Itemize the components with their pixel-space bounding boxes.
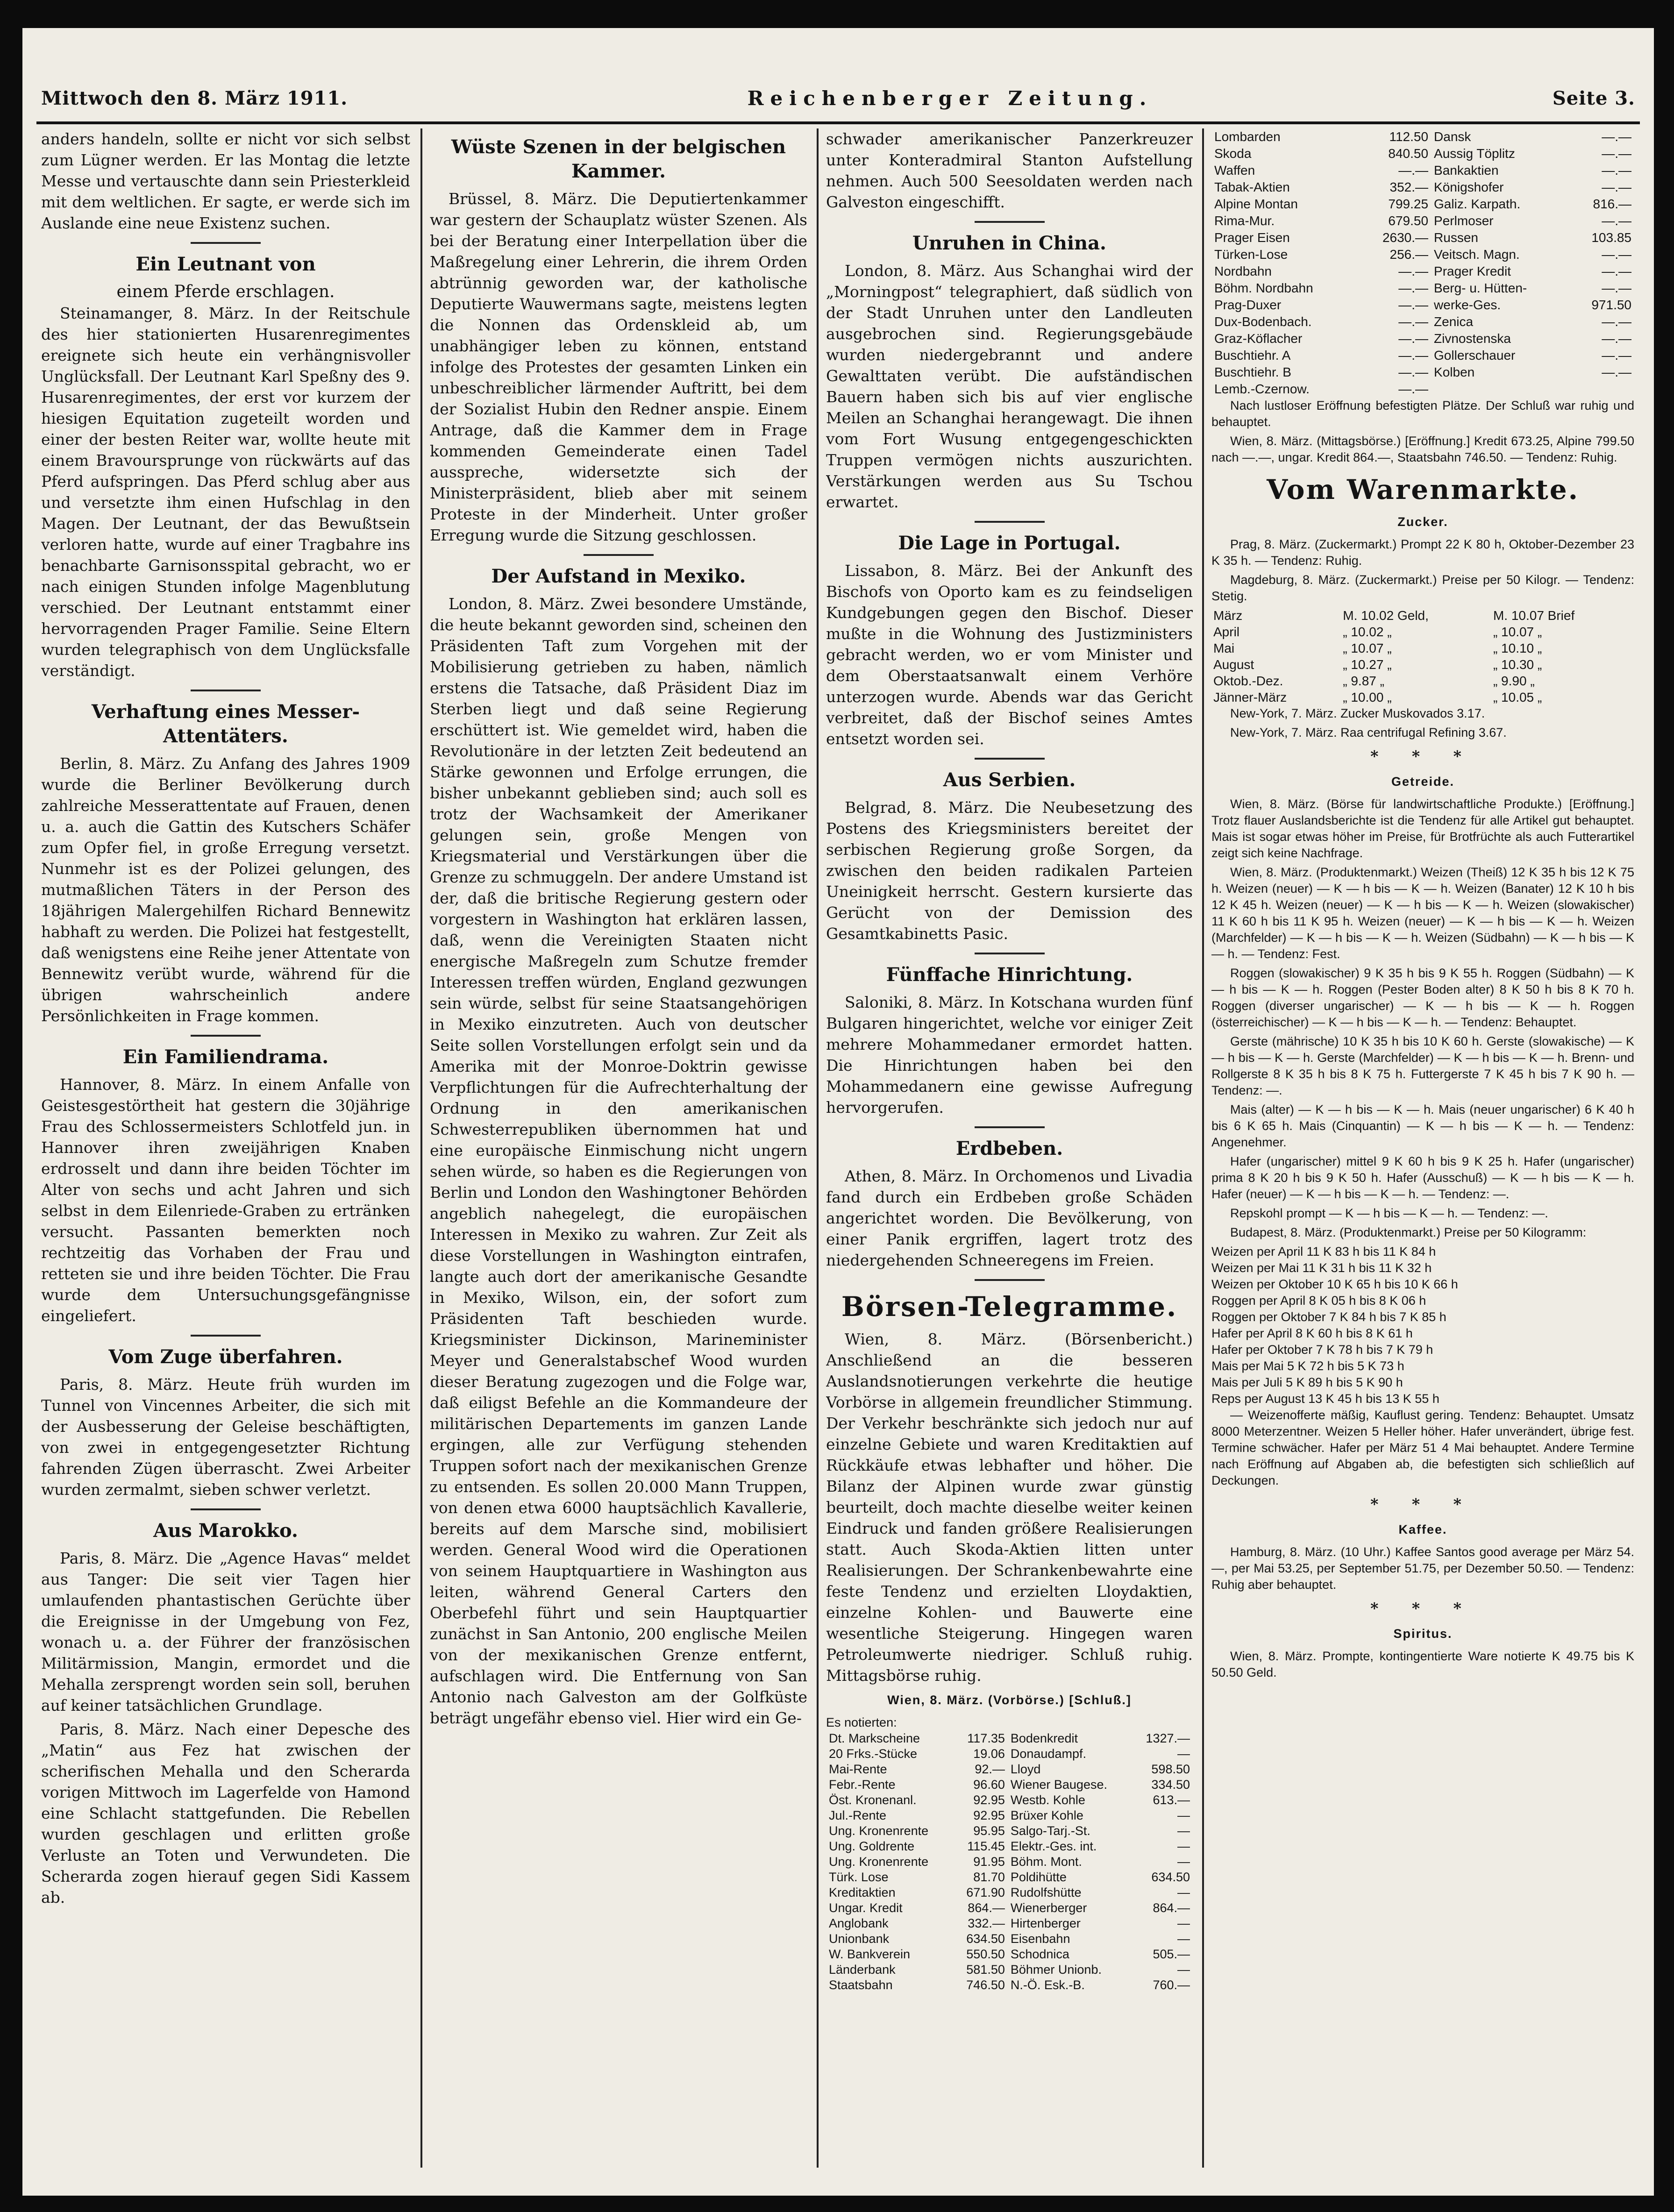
section-stars: * * * <box>1370 1599 1475 1617</box>
table-cell: 92.— <box>975 1762 1005 1776</box>
subsection-headline: Spiritus. <box>1393 1627 1453 1641</box>
table-cell: Jul.-Rente <box>829 1808 887 1822</box>
table-cell: —.— <box>1398 281 1429 295</box>
table-row <box>826 1916 1193 1931</box>
article-separator <box>975 1126 1045 1128</box>
table-cell: 799.25 <box>1388 197 1429 211</box>
table-row <box>826 1931 1193 1947</box>
table-row <box>1211 656 1634 673</box>
table-cell: Bodenkredit <box>1010 1731 1078 1745</box>
table-cell: Brüxer Kohle <box>1010 1808 1083 1822</box>
table-cell: Mai-Rente <box>829 1762 887 1776</box>
table-cell: 634.50 <box>1151 1870 1190 1884</box>
table-cell: Galiz. Karpath. <box>1434 197 1521 211</box>
table-cell: „ 10.10 „ <box>1493 641 1542 655</box>
table-cell: 760.— <box>1153 1978 1190 1992</box>
market-report: Repskohl prompt — K — h bis — K — h. — Tendenz: —. <box>1230 1206 1548 1220</box>
table-cell: — <box>1177 1855 1190 1869</box>
table-cell: 598.50 <box>1151 1762 1190 1776</box>
subsection-headline: Zucker. <box>1397 515 1448 529</box>
table-cell: März <box>1213 608 1243 623</box>
table-row <box>1211 128 1634 145</box>
table-cell: Gollerschauer <box>1434 348 1516 363</box>
table-cell: 679.50 <box>1388 213 1429 228</box>
table-row <box>826 1839 1193 1854</box>
article-separator <box>975 1279 1045 1281</box>
table-cell: Ung. Goldrente <box>829 1839 915 1853</box>
article-body: Lissabon, 8. März. Bei der Ankunft des Bischofs von Oporto kam es zu feindseligen Kundgebungen gegen den Bischof. Dieser mußte in die Wohnung des Justizministers gebracht werden, wo er vom Minister und dem Oberstaatsanwalt einem Verhöre unterzogen wurde. Abends war das Gericht verbreitet, daß der Bischof seines Amtes entsetzt worden sei. <box>826 562 1193 748</box>
table-cell: „ 10.30 „ <box>1493 657 1542 672</box>
article-body: Saloniki, 8. März. In Kotschana wurden fünf Bulgaren hingerichtet, welche vor einiger Zeit mehrere Mohammedaner ermordet hatten. Die Hinrichtungen haben bei den Mohammedanern eine gewisse Aufregung hervorgerufen. <box>826 993 1193 1117</box>
table-cell: 117.35 <box>967 1731 1005 1745</box>
article-body: Hannover, 8. März. In einem Anfalle von Geistesgestörtheit hat gestern die 30jährige Frau des Schlossermeisters Schlotfeld jun. in Hannover ihren zweijährigen Knaben erdrosselt und dann ihre beiden Töchter im Alter von sechs und acht Jahren und sich selbst in dem Eilenriede-Graben zu ertränken versucht. Passanten bemerkten noch rechtzeitig das Vorhaben der Frau und retteten sie und ihre beiden Töchter. Die Frau wurde dem Untersuchungsgefängnisse eingeliefert. <box>41 1075 410 1325</box>
table-cell: 332.— <box>968 1916 1005 1930</box>
table-cell: 971.50 <box>1591 298 1631 312</box>
table-cell: 550.50 <box>966 1947 1005 1961</box>
table-cell: „ 10.07 „ <box>1493 625 1542 639</box>
table-cell: Rudolfshütte <box>1010 1885 1082 1899</box>
table-cell: Rima-Mur. <box>1214 213 1275 228</box>
subsection-headline: Getreide. <box>1391 775 1455 789</box>
table-row <box>1211 673 1634 689</box>
table-cell: Dux-Bodenbach. <box>1214 314 1312 329</box>
list-item: Roggen per Oktober 7 K 84 h bis 7 K 85 h <box>1211 1310 1446 1324</box>
table-cell: Öst. Kronenanl. <box>829 1793 917 1807</box>
table-cell: Aussig Töplitz <box>1434 146 1515 161</box>
market-report: Wien, 8. März. (Börse für landwirtschaftliche Produkte.) [Eröffnung.] Trotz flauer Auslandsberichte ist die Tendenz für alle Artikel gut behauptet. Mais ist sogar etwas höher im Preise, für Brotfrüchte als auch Futterartikel zeigt sich keine Nachfrage. <box>1211 797 1634 860</box>
table-cell: 613.— <box>1153 1793 1190 1807</box>
article-separator <box>191 1035 261 1037</box>
table-cell: —.— <box>1602 314 1631 329</box>
table-row <box>1211 263 1634 280</box>
table-row <box>1211 313 1634 330</box>
table-cell: Unionbank <box>829 1932 890 1946</box>
table-row <box>1211 280 1634 297</box>
table-row <box>1211 640 1634 656</box>
table-cell: Donaudampf. <box>1010 1747 1086 1761</box>
table-row <box>826 1777 1193 1792</box>
article-body: Berlin, 8. März. Zu Anfang des Jahres 1909 wurde die Berliner Bevölkerung durch zahlreiche Messerattentate auf Frauen, denen u. a. auch die Gattin des Kutschers Schäfer zum Opfer fiel, in große Erregung versetzt. Nunmehr ist es der Polizei gelungen, des mutmaßlichen Täters in der Person des 18jährigen Malergehilfen Richard Bennewitz habhaft zu werden. Die Polizei hat festgestellt, daß wenigstens eine Reihe jener Attentate von Bennewitz verübt wurde, während für die übrigen wahrscheinlich andere Persönlichkeiten in Frage kommen. <box>41 754 410 1025</box>
table-cell: Länderbank <box>829 1963 896 1977</box>
table-cell: Lemb.-Czernow. <box>1214 382 1310 396</box>
table-cell: Ung. Kronenrente <box>829 1855 929 1869</box>
list-item: Mais per Juli 5 K 89 h bis 5 K 90 h <box>1211 1375 1403 1389</box>
table-cell: 840.50 <box>1388 146 1429 161</box>
market-report: Prag, 8. März. (Zuckermarkt.) Prompt 22 K 80 h, Oktober-Dezember 23 K 35 h. — Tendenz: Ruhig. <box>1211 537 1634 568</box>
article-headline: Vom Zuge überfahren. <box>108 1346 343 1368</box>
column-divider <box>420 128 422 2168</box>
table-cell: „ 10.27 „ <box>1343 657 1392 672</box>
table-cell: Berg- u. Hütten- <box>1434 281 1527 295</box>
table-cell: Türk. Lose <box>829 1870 889 1884</box>
market-report: Hafer (ungarischer) mittel 9 K 60 h bis 9 K 25 h. Hafer (ungarischer) prima 8 K 20 h bis 9 K 50 h. Hafer (Ausschuß) — K — h bis — K — h. Hafer (neuer) — K — h bis — K — h. — Tendenz: —. <box>1211 1154 1634 1201</box>
market-report: Gerste (mährische) 10 K 35 h bis 10 K 60 h. Gerste (slowakische) — K — h bis — K — h. Gerste (Marchfelder) — K — h bis — K — h. Brenn- und Rollgerste 8 K 35 h bis 8 K 75 h. Futtergerste 7 K 45 h bis 7 K 90 h. — Tendenz: —. <box>1211 1034 1634 1097</box>
table-cell: 96.60 <box>973 1778 1005 1792</box>
table-cell: Graz-Köflacher <box>1214 331 1303 346</box>
table-cell: Ungar. Kredit <box>829 1901 903 1915</box>
market-report: Magdeburg, 8. März. (Zuckermarkt.) Preise per 50 Kilogr. — Tendenz: Stetig. <box>1211 573 1634 603</box>
table-cell: 92.95 <box>973 1808 1005 1822</box>
table-cell: 92.95 <box>973 1793 1005 1807</box>
table-cell: August <box>1213 657 1254 672</box>
table-cell: 334.50 <box>1151 1778 1190 1792</box>
table-cell: Buschtiehr. A <box>1214 348 1291 363</box>
table-row <box>826 1823 1193 1839</box>
table-cell: 505.— <box>1153 1947 1190 1961</box>
table-cell: —.— <box>1398 298 1429 312</box>
article-headline: Fünffache Hinrichtung. <box>886 964 1133 986</box>
table-cell: — <box>1177 1747 1190 1761</box>
newspaper-page <box>22 28 1654 2196</box>
table-cell: Westb. Kohle <box>1010 1793 1085 1807</box>
table-cell: M. 10.07 Brief <box>1493 608 1575 623</box>
table-cell: Veitsch. Magn. <box>1434 247 1520 262</box>
article-body: Brüssel, 8. März. Die Deputiertenkammer war gestern der Schauplatz wüster Szenen. Als bei der Beratung einer Interpellation über die Maßregelung einer Lehrerin, die ihrem Orden abtrünnig geworden war, der katholische Deputierte Wauwermans sagte, meistens legten die Nonnen das Ordenskleid ab, um unabhängiger leben zu können, entstand infolge des Protestes der gesamten Linken ein unbeschreiblicher lärmender Auftritt, bei dem der Sozialist Hubin den Redner anspie. Einem Antrage, daß die Kammer dem in Frage kommenden Gemeinderate einen Tadel ausspreche, widersetzte sich der Ministerpräsident, blieb aber mit seinem Proteste in der Minderheit. Unter großer Erregung wurde die Sitzung geschlossen. <box>430 190 807 544</box>
quote-table-title: Wien, 8. März. (Vorbörse.) [Schluß.] <box>887 1693 1132 1707</box>
table-cell: „ 10.07 „ <box>1343 641 1392 655</box>
article-headline: Verhaftung eines Messer-Attentäters. <box>91 701 360 747</box>
table-cell: Dt. Markscheine <box>829 1731 920 1745</box>
article-body: Paris, 8. März. Die „Agence Havas“ meldet aus Tanger: Die seit vier Tagen hier umlaufenden phantastischen Gerüchte über die Ereignisse in der Umgebung von Fez, wonach u. a. der Führer der französischen Militärmission, Mangin, ermordet und die Mehalla zersprengt worden sein soll, beruhen auf keiner tatsächlichen Grundlage. <box>41 1549 410 1714</box>
table-cell: Bankaktien <box>1434 163 1499 178</box>
table-cell: 1327.— <box>1146 1731 1190 1745</box>
table-cell: 634.50 <box>966 1932 1005 1946</box>
table-cell: —.— <box>1398 348 1429 363</box>
article-headline: Der Aufstand in Mexiko. <box>491 565 746 587</box>
table-cell: Schodnica <box>1010 1947 1069 1961</box>
table-cell: Prager Kredit <box>1434 264 1511 278</box>
market-report: Wien, 8. März. (Mittagsbörse.) [Eröffnung.] Kredit 673.25, Alpine 799.50 nach —.—, ungar. Kredit 864.—, Staatsbahn 746.50. — Tendenz: Ruhig. <box>1211 434 1634 464</box>
table-cell: —.— <box>1398 331 1429 346</box>
table-cell: Königshofer <box>1434 180 1504 194</box>
page-header <box>41 79 1635 117</box>
header-date: Mittwoch den 8. März 1911. <box>41 87 348 109</box>
table-cell: Ung. Kronenrente <box>829 1824 929 1838</box>
table-cell: —.— <box>1602 146 1631 161</box>
table-cell: — <box>1177 1932 1190 1946</box>
article-headline: Wüste Szenen in der belgischen Kammer. <box>451 136 786 182</box>
table-row <box>826 1792 1193 1808</box>
article-separator <box>584 554 654 556</box>
table-row <box>826 1808 1193 1823</box>
list-item: Weizen per Oktober 10 K 65 h bis 10 K 66 h <box>1211 1277 1458 1291</box>
table-cell: W. Bankverein <box>829 1947 911 1961</box>
table-cell: Skoda <box>1214 146 1252 161</box>
table-cell: April <box>1213 625 1240 639</box>
header-newspaper-title: Reichenberger Zeitung. <box>747 86 1153 110</box>
table-row <box>1211 624 1634 640</box>
article-headline: Ein Leutnant von <box>135 253 316 275</box>
table-cell: Eisenbahn <box>1010 1932 1070 1946</box>
list-item: Roggen per April 8 K 05 h bis 8 K 06 h <box>1211 1294 1426 1308</box>
table-row <box>1211 213 1634 229</box>
column-divider <box>817 128 819 2168</box>
table-cell: 91.95 <box>973 1855 1005 1869</box>
table-cell: Türken-Lose <box>1214 247 1288 262</box>
table-cell: Hirtenberger <box>1010 1916 1081 1930</box>
article-body: Paris, 8. März. Heute früh wurden im Tunnel von Vincennes Arbeiter, die sich mit der Ausbesserung der Geleise beschäftigten, von zwei in entgegengesetzter Richtung fahrenden Zügen überrascht. Zwei Arbeiter wurden zermalmt, sieben schwer verletzt. <box>41 1375 410 1499</box>
table-cell: 746.50 <box>966 1978 1005 1992</box>
article-subheadline: einem Pferde erschlagen. <box>116 282 335 301</box>
quote-table-note: Es notierten: <box>826 1715 897 1729</box>
table-cell: —.— <box>1602 281 1631 295</box>
table-row <box>826 1947 1193 1962</box>
table-cell: Waffen <box>1214 163 1255 178</box>
table-cell: Mai <box>1213 641 1235 655</box>
table-cell: —.— <box>1398 264 1429 278</box>
table-row <box>1211 229 1634 246</box>
table-cell: Zivnostenska <box>1434 331 1511 346</box>
header-page-number: Seite 3. <box>1552 87 1635 109</box>
table-cell: Kolben <box>1434 365 1475 379</box>
table-cell: Oktob.-Dez. <box>1213 674 1283 688</box>
table-row <box>1211 364 1634 381</box>
article-separator <box>975 758 1045 760</box>
market-report: Mais (alter) — K — h bis — K — h. Mais (neuer ungarischer) 6 K 40 h bis 6 K 65 h. Mais (Cinquantin) — K — h bis — K — h. — Tendenz: Angenehmer. <box>1211 1102 1634 1149</box>
table-cell: „ 9.90 „ <box>1493 674 1535 688</box>
header-rule <box>36 121 1640 124</box>
article-separator <box>975 221 1045 223</box>
list-item: Weizen per Mai 11 K 31 h bis 11 K 32 h <box>1211 1261 1432 1275</box>
table-cell: Febr.-Rente <box>829 1778 896 1792</box>
table-cell: Russen <box>1434 230 1478 245</box>
article-headline: Aus Marokko. <box>153 1520 298 1542</box>
table-cell: —.— <box>1398 314 1429 329</box>
market-report: Budapest, 8. März. (Produktenmarkt.) Preise per 50 Kilogramm: <box>1230 1225 1587 1239</box>
table-row <box>1211 179 1634 196</box>
table-cell: 864.— <box>968 1901 1005 1915</box>
market-report: Wien, 8. März. Prompte, kontingentierte Ware notierte K 49.75 bis K 50.50 Geld. <box>1211 1649 1634 1679</box>
table-cell: —.— <box>1602 129 1631 144</box>
article-headline: Die Lage in Portugal. <box>898 532 1121 554</box>
table-cell: 19.06 <box>973 1747 1005 1761</box>
section-stars: * * * <box>1370 747 1475 765</box>
column-2 <box>430 128 807 2177</box>
table-cell: Lloyd <box>1010 1762 1041 1776</box>
quote-table <box>826 1731 1193 1993</box>
table-cell: Wienerberger <box>1010 1901 1087 1915</box>
table-row <box>1211 162 1634 179</box>
article-body: London, 8. März. Aus Schanghai wird der „Morningpost“ telegraphiert, daß südlich von der Stadt Unruhen unter den Landleuten ausgebrochen sind. Regierungsgebäude wurden niedergebrannt und andere Gewalttaten verübt. Die aufständischen Bauern haben sich bis auf vier englische Meilen an Schanghai herangewagt. Die ihnen vom Fort Wusung entgegengeschickten Truppen vermögen nichts auszurichten. Verstärkungen werden aus Su Tschou erwartet. <box>826 262 1193 511</box>
table-row <box>826 1900 1193 1916</box>
market-report: New-York, 7. März. Raa centrifugal Refining 3.67. <box>1230 725 1507 740</box>
article-body: Steinamanger, 8. März. In der Reitschule des hier stationierten Husarenregimentes ereignete sich heute ein verhängnisvoller Unglücksfall. Der Leutnant Karl Speßny des 9. Husarenregimentes, der erst vor kurzem der hiesigen Equitation zugeteilt worden und einer der besten Reiter war, wollte heute mit einem Bravoursprunge von rückwärts auf das Pferd aufspringen. Das Pferd schlug aber aus und versetzte ihm einen Hufschlag in den Magen. Der Leutnant, der das Bewußtsein verloren hatte, wurde auf einer Tragbahre ins benachbarte Garnisonsspital gebracht, wo er nach einigen Stunden infolge Magenblutung verschied. Der Leutnant entstammt einer hervorragenden Prager Familie. Seine Eltern wurden telegraphisch von dem Unglücksfalle verständigt. <box>41 304 410 680</box>
article-body: Athen, 8. März. In Orchomenos und Livadia fand durch ein Erdbeben große Schäden angerichtet worden. Die Bevölkerung, von einer Panik ergriffen, lagert trotz des niedergehenden Schneeregens im Freien. <box>826 1167 1193 1269</box>
article-headline: Unruhen in China. <box>912 232 1106 254</box>
article-headline: Ein Familiendrama. <box>122 1046 329 1068</box>
table-cell: M. 10.02 Geld, <box>1343 608 1429 623</box>
table-cell: Böhmer Unionb. <box>1010 1963 1102 1977</box>
table-cell: Prag-Duxer <box>1214 298 1282 312</box>
table-row <box>826 1870 1193 1885</box>
market-report: New-York, 7. März. Zucker Muskovados 3.17. <box>1230 706 1485 720</box>
table-row <box>1211 297 1634 313</box>
table-cell <box>1570 381 1634 398</box>
article-separator <box>191 1508 261 1510</box>
table-cell: —.— <box>1602 247 1631 262</box>
table-cell: Tabak-Aktien <box>1214 180 1290 194</box>
table-cell: 81.70 <box>973 1870 1005 1884</box>
table-cell: „ 10.00 „ <box>1343 690 1392 704</box>
table-row <box>1211 607 1634 624</box>
table-cell: —.— <box>1602 180 1631 194</box>
list-item: Mais per Mai 5 K 72 h bis 5 K 73 h <box>1211 1359 1404 1373</box>
table-row <box>1211 347 1634 364</box>
table-cell: 256.— <box>1389 247 1429 262</box>
sugar-price-table <box>1211 607 1634 705</box>
table-cell: —.— <box>1398 382 1429 396</box>
table-row <box>1211 330 1634 347</box>
article-separator <box>975 953 1045 954</box>
table-row <box>1211 246 1634 263</box>
table-cell: —.— <box>1602 331 1631 346</box>
table-cell: Kreditaktien <box>829 1885 896 1899</box>
table-cell: „ 10.05 „ <box>1493 690 1542 704</box>
article-separator <box>191 242 261 244</box>
budapest-price-list <box>1211 1244 1634 1407</box>
table-row <box>1211 381 1634 398</box>
table-cell: —.— <box>1602 264 1631 278</box>
table-cell: —.— <box>1602 348 1631 363</box>
table-cell: „ 10.02 „ <box>1343 625 1392 639</box>
table-cell: 816.— <box>1593 197 1631 211</box>
table-cell: 352.— <box>1389 180 1429 194</box>
list-item: Hafer per April 8 K 60 h bis 8 K 61 h <box>1211 1326 1413 1340</box>
table-cell: werke-Ges. <box>1434 298 1501 312</box>
table-cell: 864.— <box>1153 1901 1190 1915</box>
table-cell: Jänner-März <box>1213 690 1287 704</box>
table-cell: Alpine Montan <box>1214 197 1298 211</box>
table-row <box>826 1977 1193 1993</box>
article-separator <box>191 690 261 691</box>
table-cell: — <box>1177 1916 1190 1930</box>
table-cell: — <box>1177 1963 1190 1977</box>
table-cell: Buschtiehr. B <box>1214 365 1291 379</box>
table-cell: 2630.— <box>1382 230 1429 245</box>
table-cell: Anglobank <box>829 1916 889 1930</box>
table-cell: — <box>1177 1808 1190 1822</box>
table-cell: Dansk <box>1434 129 1471 144</box>
section-stars: * * * <box>1370 1495 1475 1513</box>
table-row <box>1211 689 1634 705</box>
table-cell: 115.45 <box>967 1839 1005 1853</box>
table-cell <box>1431 381 1570 398</box>
table-row <box>826 1885 1193 1900</box>
column-3 <box>826 128 1193 2177</box>
article-headline: Erdbeben. <box>955 1138 1063 1159</box>
table-cell: 20 Frks.-Stücke <box>829 1747 918 1761</box>
section-headline: Börsen-Telegramme. <box>841 1291 1178 1323</box>
table-cell: Salgo-Tarj.-St. <box>1010 1824 1090 1838</box>
article-separator <box>975 521 1045 523</box>
market-report: — Weizenofferte mäßig, Kauflust gering. Tendenz: Behauptet. Umsatz 8000 Meterzentner. Weizen 5 Heller höher. Hafer unverändert, übrige fest. Termine schwächer. Hafer per März 51 4 Mai behauptet. Andere Termine nach Eröffnung auf Abgaben ab, die befestigten sich schließlich auf Deckungen. <box>1211 1408 1634 1487</box>
market-report: Roggen (slowakischer) 9 K 35 h bis 9 K 55 h. Roggen (Südbahn) — K — h bis — K — h. Roggen (Pester Boden alter) 8 K 50 h bis 8 K 70 h. Roggen (diverser ungarischer) — K — h bis — K — h. Roggen (österreichischer) — K — h bis — K — h. — Tendenz: Behauptet. <box>1211 966 1634 1029</box>
table-cell: Staatsbahn <box>829 1978 893 1992</box>
article-body: Belgrad, 8. März. Die Neubesetzung des Postens des Kriegsministers bereitet der serbischen Regierung große Sorgen, da zwischen den beiden radikalen Parteien Uneinigkeit herrscht. Gestern kursierte das Gerücht von der Demission des Gesamtkabinetts Pasic. <box>826 798 1193 943</box>
list-item: Weizen per April 11 K 83 h bis 11 K 84 h <box>1211 1245 1436 1259</box>
table-cell: Prager Eisen <box>1214 230 1290 245</box>
section-headline: Vom Warenmarkte. <box>1267 474 1579 505</box>
table-row <box>826 1762 1193 1777</box>
table-cell: N.-Ö. Esk.-B. <box>1010 1978 1085 1992</box>
table-cell: 671.90 <box>966 1885 1005 1899</box>
table-cell: 112.50 <box>1389 129 1429 144</box>
column-1 <box>41 128 410 2177</box>
table-cell: —.— <box>1398 365 1429 379</box>
table-cell: — <box>1177 1824 1190 1838</box>
table-cell: —.— <box>1602 365 1631 379</box>
table-cell: 581.50 <box>966 1963 1005 1977</box>
article-body: Wien, 8. März. (Börsenbericht.) Anschließend an die besseren Auslandsnotierungen verkehrte die heutige Vorbörse in allgemein freundlicher Stimmung. Der Verkehr beschränkte sich jedoch nur auf einzelne Gebiete und waren Kreditaktien auf Rückkäufe etwas lebhafter und höher. Die Bilanz der Alpinen wurde zwar günstig beurteilt, doch machte dieselbe weiter keinen Eindruck und fanden größere Realisierungen statt. Auch Skoda-Aktien litten unter Realisierungen. Der Schrankenbewahrte eine feste Tendenz und erzielten Lloydaktien, einzelne Kohlen- und Bauwerte eine wesentliche Steigerung. Hingegen waren Petroleumwerte niedriger. Schluß ruhig. Mittagsbörse ruhig. <box>826 1330 1193 1685</box>
column-4 <box>1211 128 1634 2177</box>
table-cell: Böhm. Mont. <box>1010 1855 1082 1869</box>
table-cell: —.— <box>1602 213 1631 228</box>
table-cell: — <box>1177 1885 1190 1899</box>
quote-table <box>1211 128 1634 398</box>
table-cell: Perlmoser <box>1434 213 1494 228</box>
table-row <box>826 1854 1193 1870</box>
table-cell: 103.85 <box>1591 230 1631 245</box>
table-cell: Elektr.-Ges. int. <box>1010 1839 1097 1853</box>
market-report: Hamburg, 8. März. (10 Uhr.) Kaffee Santos good average per März 54.—, per Mai 53.25, per September 51.75, per Dezember 50.50. — Tendenz: Ruhig aber behauptet. <box>1211 1545 1634 1592</box>
table-row <box>1211 196 1634 213</box>
table-row <box>826 1962 1193 1977</box>
table-row <box>826 1731 1193 1746</box>
table-cell: Poldihütte <box>1010 1870 1067 1884</box>
table-cell: „ 9.87 „ <box>1343 674 1384 688</box>
market-note: Nach lustloser Eröffnung befestigten Plätze. Der Schluß war ruhig und behauptet. <box>1211 398 1634 429</box>
subsection-headline: Kaffee. <box>1398 1522 1447 1536</box>
market-report: Wien, 8. März. (Produktenmarkt.) Weizen (Theiß) 12 K 35 h bis 12 K 75 h. Weizen (neuer) — K — h bis — K — h. Weizen (Banater) 12 K 10 h bis 12 K 45 h. Weizen (neuer) — K — h bis — K — h. Weizen (slowakischer) 11 K 60 h bis 11 K 95 h. Weizen (neuer) — K — h bis — K — h. Weizen (Marchfelder) — K — h bis — K — h. Weizen (Südbahn) — K — h bis — K — h. — Tendenz: Fest. <box>1211 865 1634 961</box>
table-row <box>826 1746 1193 1762</box>
table-row <box>1211 145 1634 162</box>
article-body: Paris, 8. März. Nach einer Depesche des „Matin“ aus Fez hat zwischen der scherifischen Mehalla und den Scherarda vorigen Mittwoch im Lagerfelde von Hamond eine Schlacht stattgefunden. Die Rebellen wurden geschlagen und erlitten große Verluste an Toten und Verwundeten. Die Scherarda zogen hierauf gegen Sidi Kassem ab. <box>41 1720 410 1906</box>
table-cell: Nordbahn <box>1214 264 1272 278</box>
table-cell: Lombarden <box>1214 129 1281 144</box>
list-item: Hafer per Oktober 7 K 78 h bis 7 K 79 h <box>1211 1343 1433 1357</box>
table-cell: 95.95 <box>973 1824 1005 1838</box>
article-body: London, 8. März. Zwei besondere Umstände, die heute bekannt geworden sind, scheinen den Präsidenten Taft zum Vorgehen mit der Mobilisierung getrieben zu haben, nämlich erstens die Tatsache, daß Präsident Diaz im Sterben liegt und daß seine Regierung erschüttert ist. Wie gemeldet wird, haben die Revolutionäre in der letzten Zeit bedeutend an Stärke gewonnen und Erfolge errungen, die bisher unbekannt geblieben sind; auch soll es trotz der Wachsamkeit der Amerikaner gelungen sein, große Mengen von Kriegsmaterial und Verstärkungen über die Grenze zu schmuggeln. Der andere Umstand ist der, daß die britische Regierung gestern oder vorgestern in Washington hat erklären lassen, daß, wenn die Vereinigten Staaten nicht energische Maßregeln zum Schutze fremder Interessen treffen würden, England gezwungen sein würde, selbst für seine Staatsangehörigen in Mexiko einzutreten. Auch von deutscher Seite sollen Vorstellungen erfolgt sein und da Amerika mit der Monroe-Doktrin gewisse Verpflichtungen für die Aufrechterhaltung der Ordnung in den amerikanischen Schwesterrepubliken übernommen hat und eine europäische Einmischung nicht ungern sehen würde, so haben es die Regierungen von Berlin und London den Washingtoner Behörden angeblich nahegelegt, die europäischen Interessen in Mexiko zu wahren. Zur Zeit als diese Vorstellungen in Washington eintrafen, langte auch dort der amerikanische Gesandte in Mexiko, Wilson, ein, der sofort zum Präsidenten Taft beschieden wurde. Kriegsminister Dickinson, Marineminister Meyer und Generalstabschef Wood wurden dieser Beratung zugezogen und die Folge war, daß eiligst Befehle an die Kommandeure der militärischen Departements im ganzen Lande ergingen, alle zur Verfügung stehenden Truppen sofort nach der mexikanischen Grenze zu entsenden. Es sollen 20.000 Mann Truppen, von denen etwa 6000 hauptsächlich Kavallerie, bereits auf dem Marsche sind, mobilisiert werden. General Wood wird die Operationen von seinem Hauptquartiere in Washington aus leiten, während General Carters den Oberbefehl führt und sein Hauptquartier zunächst in San Antonio, 200 englische Meilen von der mexikanischen Grenze entfernt, aufschlagen wird. Die Entfernung von San Antonio nach Galveston am der Golfküste beträgt ungefähr ebenso viel. Hier wird ein Ge- <box>430 595 807 1727</box>
list-item: Reps per August 13 K 45 h bis 13 K 55 h <box>1211 1392 1439 1406</box>
article-continuation: schwader amerikanischer Panzerkreuzer unter Konteradmiral Stanton Aufstellung nehmen. Auch 500 Seesoldaten werden nach Galveston eingeschifft. <box>826 130 1193 211</box>
article-continuation: anders handeln, sollte er nicht vor sich selbst zum Lügner werden. Er las Montag die letzte Messe und vertauschte dann sein Priesterkleid mit dem weltlichen. Er sagte, er werde sich im Auslande eine neue Existenz suchen. <box>41 130 410 232</box>
table-cell: — <box>1177 1839 1190 1853</box>
table-cell: —.— <box>1602 163 1631 178</box>
table-cell: Wiener Baugese. <box>1010 1778 1107 1792</box>
table-cell: Zenica <box>1434 314 1474 329</box>
table-cell: Böhm. Nordbahn <box>1214 281 1313 295</box>
column-divider <box>1202 128 1204 2168</box>
table-cell: —.— <box>1398 163 1429 178</box>
article-separator <box>191 1335 261 1337</box>
article-headline: Aus Serbien. <box>943 769 1076 791</box>
